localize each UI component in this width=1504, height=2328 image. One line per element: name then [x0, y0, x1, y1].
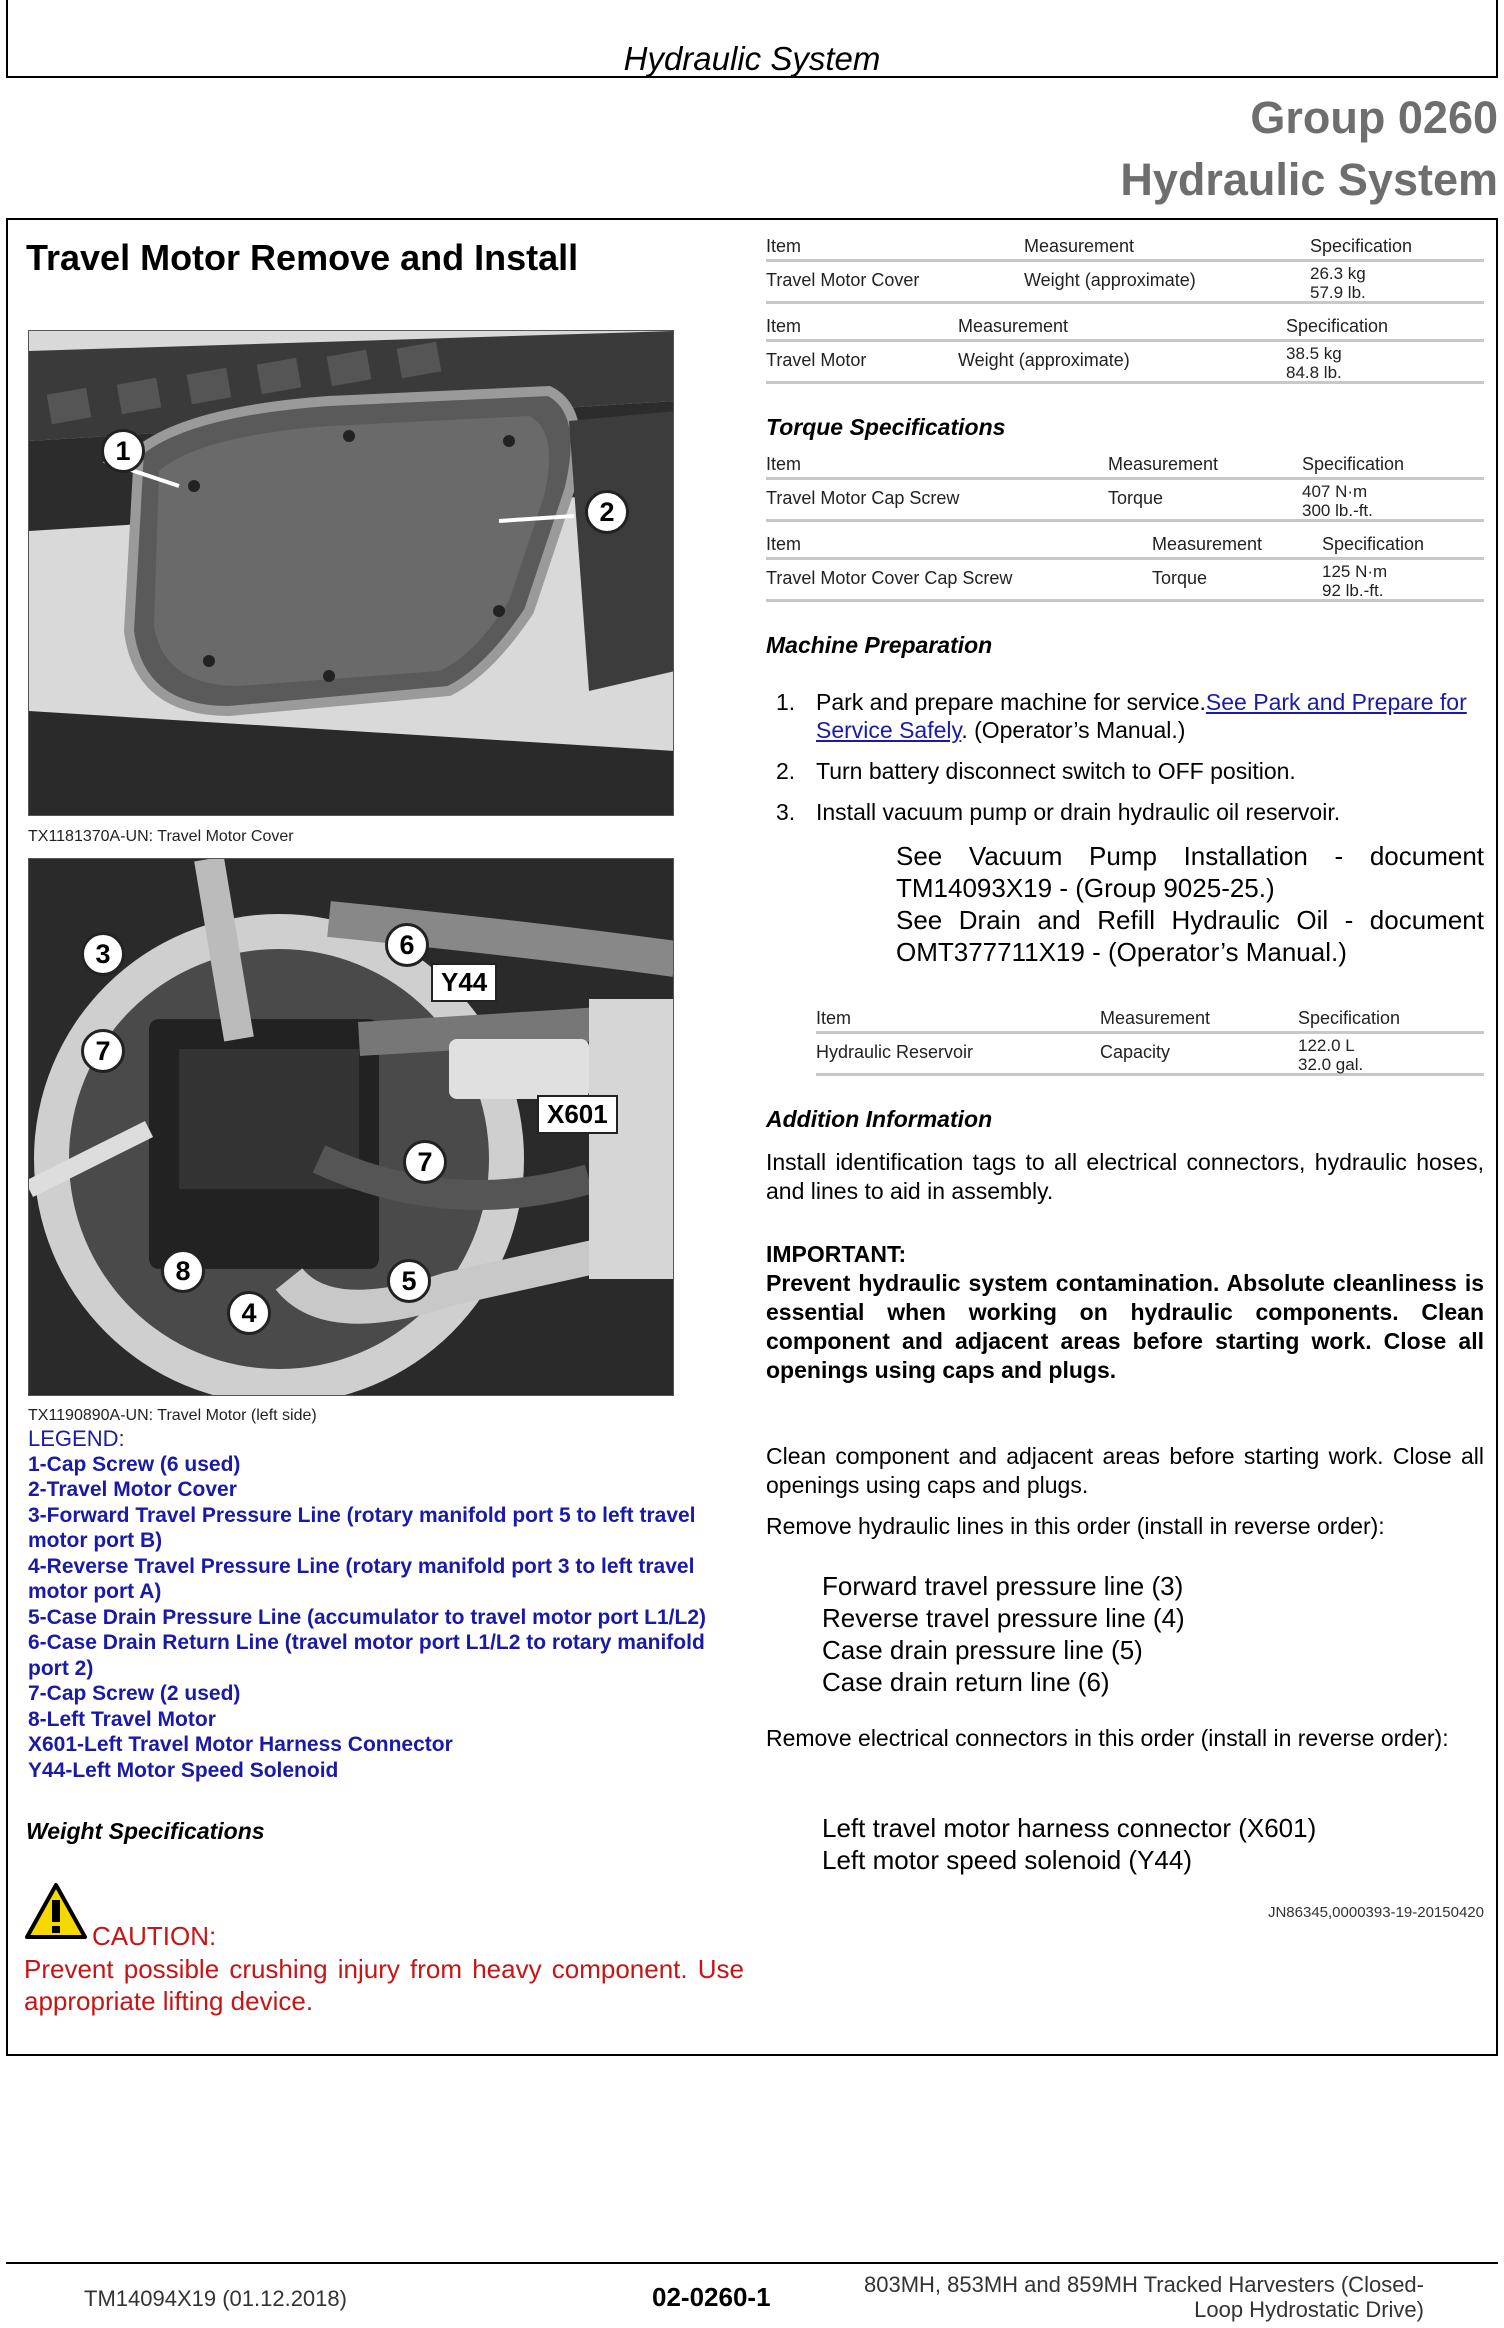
col-specification: Specification	[1310, 236, 1413, 256]
callout-8: 8	[161, 1249, 205, 1293]
warning-icon	[24, 1882, 88, 1945]
travel-motor-cover-photo	[28, 330, 674, 816]
hydraulic-lines-list	[822, 1570, 1185, 1698]
callout-1: 1	[101, 429, 145, 473]
col-measurement: Measurement	[1152, 534, 1263, 554]
spec-value-imperial: 92 lb.-ft.	[1322, 581, 1384, 600]
col-item: Item	[816, 1008, 852, 1028]
procedure-clean: Clean component and adjacent areas before starting work. Close all openings using caps and plugs.	[766, 1443, 1484, 1498]
step-3: 3. Install vacuum pump or drain hydraulic oil reservoir.	[776, 799, 1341, 825]
spec-value-imperial: 300 lb.-ft.	[1302, 501, 1373, 520]
spec-table-motor-weight	[766, 316, 1484, 384]
legend-item: 5-Case Drain Pressure Line (accumulator to travel motor port L1/L2)	[28, 1605, 707, 1629]
spec-value-imperial: 32.0 gal.	[1298, 1055, 1364, 1074]
col-measurement: Measurement	[1024, 236, 1135, 256]
addition-text: Install identification tags to all electrical connectors, hydraulic hoses, and lines to aid in assembly.	[766, 1149, 1484, 1204]
col-specification: Specification	[1298, 1008, 1401, 1028]
spec-item: Travel Motor Cover	[766, 270, 920, 290]
important-label: IMPORTANT:	[766, 1241, 907, 1267]
list-item: Case drain return line (6)	[822, 1667, 1110, 1697]
legend-item: 7-Cap Screw (2 used)	[28, 1682, 241, 1705]
callout-x601: X601	[537, 1095, 618, 1134]
col-item: Item	[766, 316, 802, 336]
procedure-hydraulic-intro: Remove hydraulic lines in this order (install in reverse order):	[766, 1513, 1385, 1539]
section-title: Travel Motor Remove and Install	[26, 237, 579, 278]
park-and-prepare-link[interactable]: See Park and Prepare for Service Safely	[816, 689, 1467, 743]
running-head: Hydraulic System	[623, 40, 881, 77]
caution-text: Prevent possible crushing injury from heavy component. Use appropriate lifting device.	[24, 1954, 744, 2016]
col-measurement: Measurement	[1108, 454, 1219, 474]
callout-7-lower: 7	[403, 1140, 447, 1184]
callout-4: 4	[227, 1291, 271, 1335]
procedure-electrical-intro: Remove electrical connectors in this order (install in reverse order):	[766, 1725, 1449, 1751]
addition-heading: Addition Information	[766, 1106, 993, 1132]
document-id: JN86345,0000393-19-20150420	[1267, 1904, 1484, 1921]
machine-prep-heading: Machine Preparation	[766, 632, 993, 658]
list-item: Forward travel pressure line (3)	[822, 1571, 1184, 1601]
travel-motor-photo	[28, 858, 674, 1396]
spec-table-cover-weight	[766, 236, 1484, 304]
col-measurement: Measurement	[958, 316, 1069, 336]
step-1: 1. Park and prepare machine for service.See Park and Prepare for Service Safely. (Operator’s Manual.)	[776, 689, 1467, 743]
legend-item: X601-Left Travel Motor Harness Connector	[28, 1733, 453, 1756]
page-number: 02-0260-1	[652, 2282, 771, 2312]
col-specification: Specification	[1322, 534, 1425, 554]
footer-manual-id: TM14094X19 (01.12.2018)	[84, 2286, 347, 2311]
col-item: Item	[766, 236, 802, 256]
electrical-connectors-list	[822, 1812, 1316, 1876]
machine-prep-steps	[766, 688, 1484, 839]
spec-value-metric: 26.3 kg	[1310, 264, 1366, 283]
spec-measurement: Weight (approximate)	[1024, 270, 1196, 290]
legend-item: Y44-Left Motor Speed Solenoid	[28, 1758, 339, 1782]
legend-item: 6-Case Drain Return Line (travel motor port L1/L2 to rotary manifold port 2)	[28, 1631, 705, 1680]
torque-heading: Torque Specifications	[766, 414, 1006, 440]
list-item: Left travel motor harness connector (X601)	[822, 1813, 1317, 1843]
reference-drain-refill: See Drain and Refill Hydraulic Oil - document OMT377711X19 - (Operator’s Manual.)	[896, 905, 1484, 967]
col-item: Item	[766, 454, 802, 474]
important-text: Prevent hydraulic system contamination. Absolute cleanliness is essential when working on hydraulic components. Clean component and adjacent areas before starting work. Close all openings using caps and plugs.	[766, 1270, 1484, 1383]
footer-machine-title: 803MH, 853MH and 859MH Tracked Harvesters (Closed- Loop Hydrostatic Drive)	[863, 2272, 1424, 2322]
legend-item: 3-Forward Travel Pressure Line (rotary manifold port 5 to left travel motor port B)	[28, 1503, 696, 1552]
callout-3: 3	[81, 932, 125, 976]
figure-1-caption: TX1181370A-UN: Travel Motor Cover	[28, 828, 294, 845]
group-title: Hydraulic System	[1120, 154, 1498, 205]
col-specification: Specification	[1286, 316, 1389, 336]
spec-measurement: Weight (approximate)	[958, 350, 1130, 370]
figure-2-caption: TX1190890A-UN: Travel Motor (left side)	[28, 1407, 317, 1424]
spec-measurement: Torque	[1152, 568, 1208, 588]
important-notice	[766, 1240, 1484, 1385]
legend-item: 2-Travel Motor Cover	[28, 1478, 237, 1501]
legend-item: 4-Reverse Travel Pressure Line (rotary manifold port 3 to left travel motor port A)	[28, 1554, 695, 1603]
travel-motor-cover-illustration	[29, 331, 674, 816]
spec-table-reservoir	[816, 1008, 1484, 1076]
list-item: Left motor speed solenoid (Y44)	[822, 1845, 1192, 1875]
callout-7-upper: 7	[81, 1029, 125, 1073]
col-item: Item	[766, 534, 802, 554]
spec-value-metric: 38.5 kg	[1286, 344, 1342, 363]
list-item: Reverse travel pressure line (4)	[822, 1603, 1185, 1633]
spec-item: Travel Motor Cover Cap Screw	[766, 568, 1013, 588]
callout-y44: Y44	[431, 963, 497, 1002]
spec-table-motor-torque	[766, 454, 1484, 522]
spec-table-cover-torque	[766, 534, 1484, 602]
spec-value-metric: 407 N·m	[1302, 482, 1368, 501]
step-2: 2. Turn battery disconnect switch to OFF position.	[776, 758, 1296, 784]
col-measurement: Measurement	[1100, 1008, 1211, 1028]
reference-vacuum-pump: See Vacuum Pump Installation - document TM14093X19 - (Group 9025-25.)	[896, 841, 1484, 903]
spec-value-imperial: 84.8 lb.	[1286, 363, 1342, 382]
callout-2: 2	[585, 490, 629, 534]
legend-heading: LEGEND:	[28, 1426, 125, 1451]
spec-item: Travel Motor Cap Screw	[766, 488, 960, 508]
footer-rule	[6, 2262, 1498, 2264]
col-specification: Specification	[1302, 454, 1405, 474]
spec-value-metric: 122.0 L	[1298, 1036, 1355, 1055]
weight-specs-heading: Weight Specifications	[26, 1818, 265, 1844]
spec-item: Hydraulic Reservoir	[816, 1042, 974, 1062]
list-item: Case drain pressure line (5)	[822, 1635, 1143, 1665]
callout-5: 5	[387, 1259, 431, 1303]
group-number: Group 0260	[1250, 92, 1498, 143]
spec-measurement: Capacity	[1100, 1042, 1171, 1062]
legend-item: 8-Left Travel Motor	[28, 1707, 216, 1731]
spec-value-imperial: 57.9 lb.	[1310, 283, 1366, 302]
caution-label: CAUTION:	[92, 1921, 217, 1951]
legend-item: 1-Cap Screw (6 used)	[28, 1452, 241, 1476]
legend	[28, 1426, 748, 1783]
spec-value-metric: 125 N·m	[1322, 562, 1388, 581]
spec-measurement: Torque	[1108, 488, 1164, 508]
spec-item: Travel Motor	[766, 350, 867, 370]
callout-6: 6	[385, 923, 429, 967]
